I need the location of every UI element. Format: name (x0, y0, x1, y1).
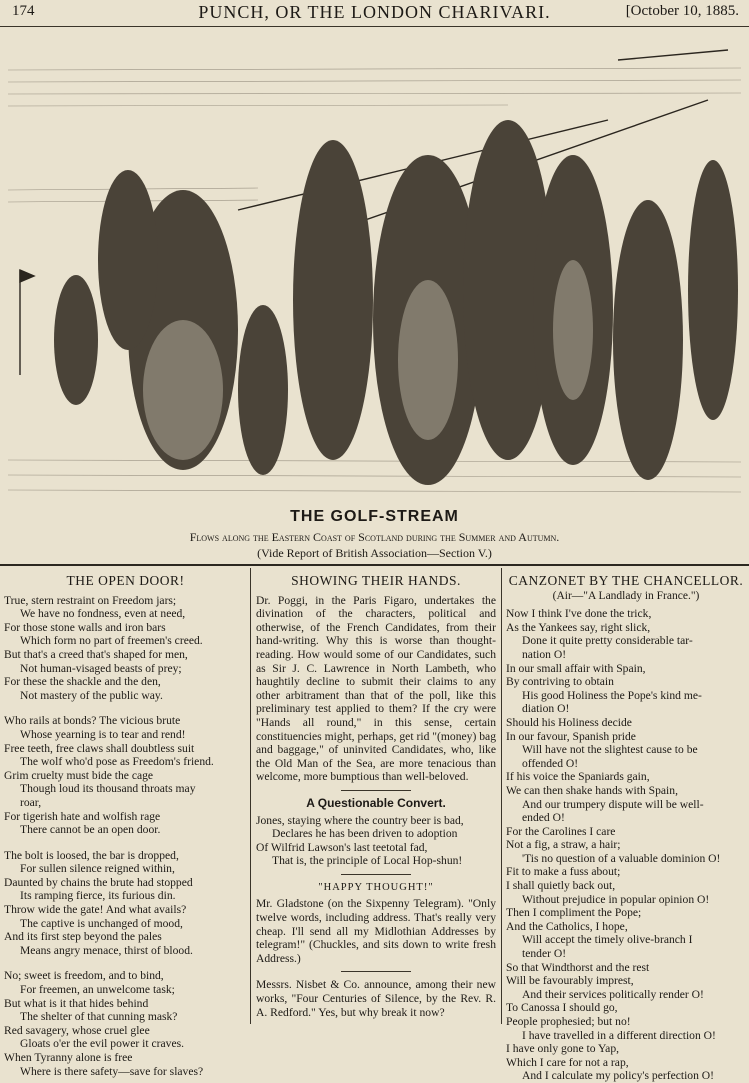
verse-line: diation O! (522, 702, 570, 716)
verse-line: True, stern restraint on Freedom jars; (4, 593, 177, 607)
verse-line: To Canossa I should go, (506, 1001, 618, 1015)
verse-line: No; sweet is freedom, and to bind, (4, 969, 164, 983)
verse-line: Jones, staying where the country beer is bad, (256, 813, 464, 827)
verse-line: Not human-visaged beasts of prey; (20, 661, 182, 675)
verse-line: Then I compliment the Pope; (506, 906, 642, 920)
verse-line: And the Catholics, I hope, (506, 919, 628, 933)
verse-line: The wolf who'd pose as Freedom's friend. (20, 755, 214, 769)
stanza (4, 714, 247, 836)
verse-line: Will be favourably imprest, (506, 974, 634, 988)
verse-line: Should his Holiness decide (506, 715, 632, 729)
verse-line: For tigerish hate and wolfish rage (4, 809, 161, 823)
verse-line: In our small affair with Spain, (506, 661, 646, 675)
verse-line: The captive is unchanged of mood, (20, 916, 183, 930)
nisbet-text: Messrs. Nisbet & Co. announce, among their new works, "Four Centuries of Silence, by the Rev. R. A. Redford." Yes, but why break it now? (256, 978, 496, 1019)
verse-line: nation O! (522, 647, 567, 661)
verse-line: Not a fig, a straw, a hair; (506, 838, 621, 852)
verse-line: Of Wilfrid Lawson's last teetotal fad, (256, 840, 428, 854)
verse-line: Which I care for not a rap, (506, 1055, 629, 1069)
column-divider (501, 568, 502, 1024)
column-canzonet (506, 570, 746, 1083)
verse-line: I have travelled in a different direction O! (522, 1028, 716, 1042)
verse-line: For those stone walls and iron bars (4, 620, 166, 634)
verse-line: Without prejudice in popular opinion O! (522, 892, 710, 906)
illustration-reference: (Vide Report of British Association—Section V.) (257, 546, 492, 560)
verse-line: The bolt is loosed, the bar is dropped, (4, 848, 179, 862)
verse-line: And our trumpery dispute will be well- (522, 797, 704, 811)
column-open-door (4, 570, 247, 1078)
poem-body (4, 594, 247, 1079)
convert-verse (256, 814, 496, 868)
verse-line: For the Carolines I care (506, 824, 616, 838)
verse-line: roar, (20, 795, 42, 809)
poem-air: (Air—"A Landlady in France.") (552, 589, 700, 602)
separator (341, 874, 411, 875)
verse-line: Red savagery, whose cruel glee (4, 1023, 150, 1037)
verse-line: Means angry menace, thirst of blood. (20, 943, 193, 957)
verse-line: When Tyranny alone is free (4, 1051, 133, 1064)
verse-line: Fit to make a fuss about; (506, 865, 621, 879)
verse-line: As the Yankees say, right slick, (506, 620, 651, 634)
verse-line: There cannot be an open door. (20, 823, 161, 837)
stanza (4, 849, 247, 958)
verse-line: If his voice the Spaniards gain, (506, 770, 650, 784)
verse-line: Where is there safety—save for slaves? (20, 1064, 204, 1078)
verse-line: Throw wide the gate! And what avails? (4, 903, 187, 917)
verse-line: 'Tis no question of a valuable dominion O! (522, 851, 721, 865)
verse-line: Will have not the slightest cause to be (522, 743, 698, 757)
verse-line: Now I think I've done the trick, (506, 607, 652, 621)
verse-line: And their services politically render O! (522, 987, 704, 1001)
article-paragraph: Dr. Poggi, in the Paris Figaro, undertakes the divination of the characters, political and otherwise, of the French Candidates, from their hand-writing. Why this is worse than thought-reading. How would some of our Candidates, such as Sir J. C. Lawrence in North Lambeth, who haughtily decline to submit their claims to any other arbitrament than that of the poll, like this preliminary test applied to them? If the cry were "Hands all round," in this sense, certain constituencies might, perhaps, get rid "(money) bag and baggage," of uninvited Candidates, who, like the Old Man of the Sea, are more tenacious than welcome, more bumptious than well-beloved. (256, 593, 496, 784)
separator (341, 971, 411, 972)
verse-line: For sullen silence reigned within, (20, 862, 175, 876)
happy-thought-text: Mr. Gladstone (on the Sixpenny Telegram). "Only twelve words, including address. That's really very cheap. I'll send all my Midlothian Addresses by telegram!" (Chuckles, and sits down to write fresh Address.) (256, 897, 496, 965)
issue-date: [October 10, 1885. (625, 3, 739, 19)
stanza (4, 594, 247, 703)
verse-line: Whose yearning is to tear and rend! (20, 727, 186, 741)
verse-line: Gloats o'er the evil power it craves. (20, 1037, 185, 1051)
verse-line: But what is it that hides behind (4, 996, 149, 1010)
verse-line: I have only gone to Yap, (506, 1042, 620, 1056)
article-title: SHOWING THEIR HANDS. (291, 573, 461, 588)
poem-title: THE OPEN DOOR! (66, 573, 185, 588)
verse-line: tender O! (522, 947, 567, 961)
verse-line: His good Holiness the Pope's kind me- (522, 688, 702, 702)
verse-line: ended O! (522, 811, 565, 825)
verse-line: In our favour, Spanish pride (506, 729, 636, 743)
verse-line: That is, the principle of Local Hop-shun! (272, 854, 463, 868)
divider-rule (0, 564, 749, 566)
verse-line: I shall quietly back out, (506, 879, 616, 893)
verse-line: By contriving to obtain (506, 675, 614, 689)
verse-line: For freemen, an unwelcome task; (20, 983, 175, 997)
verse-line: Which form no part of freemen's creed. (20, 634, 203, 648)
verse-line: The shelter of that cunning mask? (20, 1010, 178, 1024)
golf-illustration (8, 30, 741, 500)
verse-line: Though loud its thousand throats may (20, 782, 196, 796)
page-header (0, 0, 749, 27)
masthead: PUNCH, OR THE LONDON CHARIVARI. (198, 2, 551, 22)
illustration-subtitle: Flows along the Eastern Coast of Scotland during the Summer and Autumn. (189, 530, 560, 544)
verse-line: People prophesied; but no! (506, 1015, 631, 1028)
page-number: 174 (12, 3, 35, 19)
verse-line: But that's a creed that's shaped for men, (4, 647, 188, 661)
verse-line: Declares he has been driven to adoption (272, 827, 458, 841)
separator (341, 790, 411, 791)
verse-line: Will accept the timely olive-branch I (522, 933, 693, 947)
verse-line: So that Windthorst and the rest (506, 960, 650, 974)
stanza (4, 969, 247, 1078)
engraving-image (8, 30, 741, 500)
verse-line: Daunted by chains the brute had stopped (4, 875, 193, 889)
verse-line: And its first step beyond the pales (4, 930, 162, 944)
column-showing-hands (256, 570, 496, 1024)
verse-line: Grim cruelty must bide the cage (4, 768, 154, 782)
illustration-title: THE GOLF-STREAM (290, 508, 459, 525)
convert-title: A Questionable Convert. (306, 795, 446, 810)
verse-line: Done it quite pretty considerable tar- (522, 634, 693, 648)
happy-thought-title: "HAPPY THOUGHT!" (318, 881, 434, 893)
column-divider (250, 568, 251, 1024)
verse-line: We can then shake hands with Spain, (506, 783, 678, 797)
poem-body (506, 607, 746, 1083)
verse-line: Free teeth, free claws shall doubtless suit (4, 741, 195, 755)
verse-line: offended O! (522, 756, 579, 770)
verse-line: Who rails at bonds? The vicious brute (4, 714, 181, 728)
verse-line: Not mastery of the public way. (20, 688, 163, 702)
verse-line: For these the shackle and the den, (4, 675, 161, 689)
verse-line: We have no fondness, even at need, (20, 607, 186, 621)
poem-title: CANZONET BY THE CHANCELLOR. (508, 573, 744, 588)
verse-line: Its ramping fierce, its furious din. (20, 889, 176, 903)
verse-line: And I calculate my policy's perfection O! (522, 1069, 715, 1083)
